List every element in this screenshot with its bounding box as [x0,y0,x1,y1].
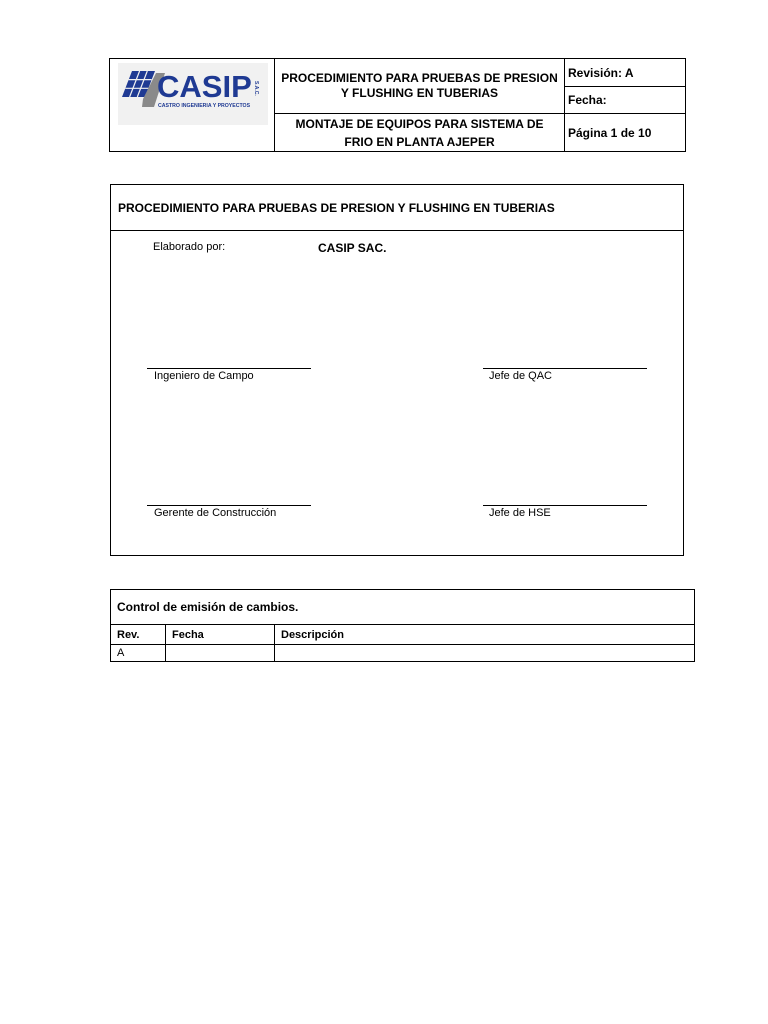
logo-suffix: S.A.C. [253,81,259,96]
signature-line-qac [483,368,647,369]
subtitle-line-2: FRIO EN PLANTA AJEPER [344,134,495,149]
document-title [275,59,565,114]
column-header-rev: Rev. [111,625,166,645]
qac-head-label: Jefe de QAC [489,370,552,382]
revision-field: Revisión: A [565,59,685,87]
logo-tagline: CASTRO INGENIERIA Y PROYECTOS [158,103,251,109]
logo-cell [110,59,275,151]
field-engineer-label: Ingeniero de Campo [154,370,254,382]
table-cell-description [275,645,694,661]
signature-line-construction [147,505,311,506]
table-cell-date [166,645,275,661]
table-cell-rev: A [111,645,166,661]
title-line-2: Y FLUSHING EN TUBERIAS [340,86,499,100]
column-header-date: Fecha [166,625,275,645]
document-header [109,58,686,152]
column-header-description: Descripción [275,625,694,645]
signature-block-title: PROCEDIMIENTO PARA PRUEBAS DE PRESION Y FLUSHING EN TUBERIAS [111,185,683,231]
subtitle-line-1: MONTAJE DE EQUIPOS PARA SISTEMA DE [295,116,544,131]
construction-manager-label: Gerente de Construcción [154,507,277,519]
change-control-title: Control de emisión de cambios. [111,590,694,625]
change-control-table [110,589,695,662]
title-line-1: PROCEDIMIENTO PARA PRUEBAS DE PRESION [281,71,558,85]
hse-head-label: Jefe de HSE [489,507,551,519]
page-number: Página 1 de 10 [568,125,652,140]
date-field: Fecha: [565,87,685,114]
prepared-by-label: Elaborado por: [153,241,226,253]
casip-logo [110,59,275,151]
signature-line-hse [483,505,647,506]
document-subtitle [275,114,565,151]
signature-block [110,184,684,556]
prepared-by-value: CASIP SAC. [318,241,387,255]
logo-text: CASIP [157,69,252,104]
signature-line-field-engineer [147,368,311,369]
